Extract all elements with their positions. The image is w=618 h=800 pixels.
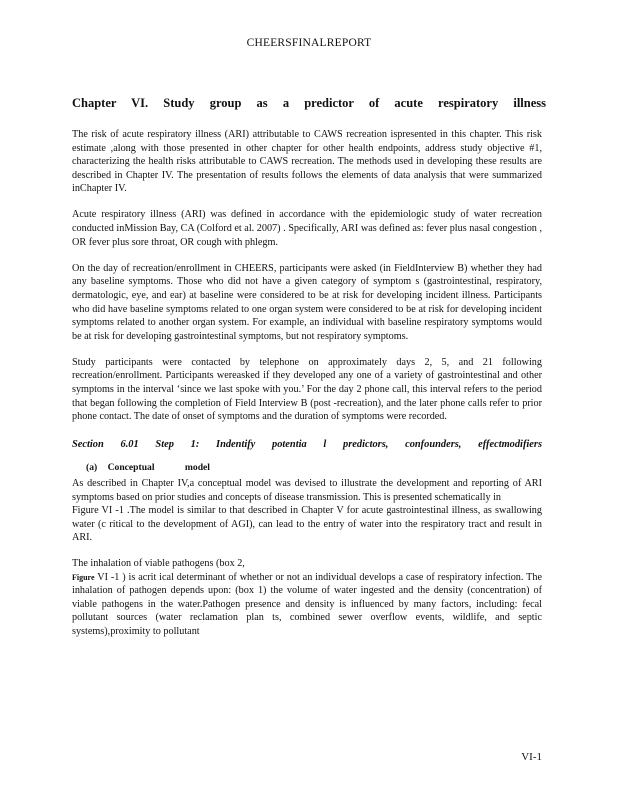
running-header: CHEERSFINALREPORT (246, 37, 372, 49)
paragraph-conceptual-model-part-1: As described in Chapter IV,a conceptual model was devised to illustrate the development and reporting of ARI symptoms based on prior studies and concepts of disease transmission. This is presented schematically in (72, 477, 542, 503)
paragraph-ari-definition: Acute respiratory illness (ARI) was defined in accordance with the epidemiologic study of water recreation conducted inMission Bay, CA (Colford et al. 2007) . Specifically, ARI was defined as: fever plus nasal congestion , OR fever plus sore throat, OR cough with phlegm. (72, 209, 542, 248)
paragraph-inhalation-start: The inhalation of viable pathogens (box 2, (72, 557, 245, 569)
body-content (72, 128, 542, 651)
paragraph-baseline-symptoms: On the day of recreation/enrollment in CHEERS, participants were asked (in FieldInterview B) whether they had any baseline symptoms. Those who did not have a given category of symptom s (gastrointestinal, respiratory, dermatologic, eye, and ear) at baseline were considered to be at risk for developing incident illness. Participants who did have baseline symptoms related to one organ system were considered to be at risk for developing incident symptoms related to another organ system. For example, an individual with baseline respiratory symptoms would be at risk for developing gastrointestinal symptoms, but not respiratory symptoms. (72, 262, 542, 342)
paragraph-intro: The risk of acute respiratory illness (ARI) attributable to CAWS recreation ispresented in this chapter. This risk estimate ,along with those presented in other chapter for other health endpoints, address study objective #1, characterizing the health risks attributable to CAWS recreation. The methods used in developing these results are described in Chapter IV. The presentation of results follows the elements of data analysis that were summarized inChapter IV. (72, 129, 542, 195)
paragraph-inhalation-rest: VI -1 ) is acrit ical determinant of whether or not an individual develops a case of respiratory infection. The inhalation of pathogen depends upon: (box 1) the volume of water ingested and the density (concentration) of viable pathogens in the water.Pathogen presence and density is influenced by many factors, including: fecal pollutant sources (water reclamation plan ts, combined sewer overflow events, wildlife, and septic systems),proximity to pollutant (72, 571, 542, 637)
subsection-word-1: Conceptual (107, 462, 155, 474)
paragraph-inhalation (72, 557, 542, 639)
section-heading: Section 6.01 Step 1: Indentify potentia l predictors, confounders, effectmodifiers (72, 438, 542, 450)
subsection-word-2: model (184, 462, 210, 474)
figure-reference-label: Figure (72, 572, 95, 582)
paragraph-followup-calls: Study participants were contacted by telephone on approximately days 2, 5, and 21 following recreation/enrollment. Participants wereasked if they developed any one of a variety of gastrointestinal and other symptoms in the interval ‘since we last spoke with you.’ For the day 2 phone call, this interval refers to the period that began following the completion of Field Interview B (post -recreation), and the later phone calls refer to prior phone contact. The date of onset of symptoms and the duration of symptoms were recorded. (72, 356, 542, 423)
page-number: VI-1 (521, 751, 542, 763)
subsection-heading (86, 461, 542, 475)
subsection-label: (a) (86, 462, 98, 474)
chapter-title: Chapter VI. Study group as a predictor of acute respiratory illness (72, 96, 546, 110)
paragraph-conceptual-model-part-2: Figure VI -1 .The model is similar to that described in Chapter V for acute gastrointestinal illness, as swallowing water (c ritical to the development of AGI), can lead to the entry of water into the respiratory tract and result in ARI. (72, 505, 542, 544)
paragraph-conceptual-model (72, 477, 542, 545)
